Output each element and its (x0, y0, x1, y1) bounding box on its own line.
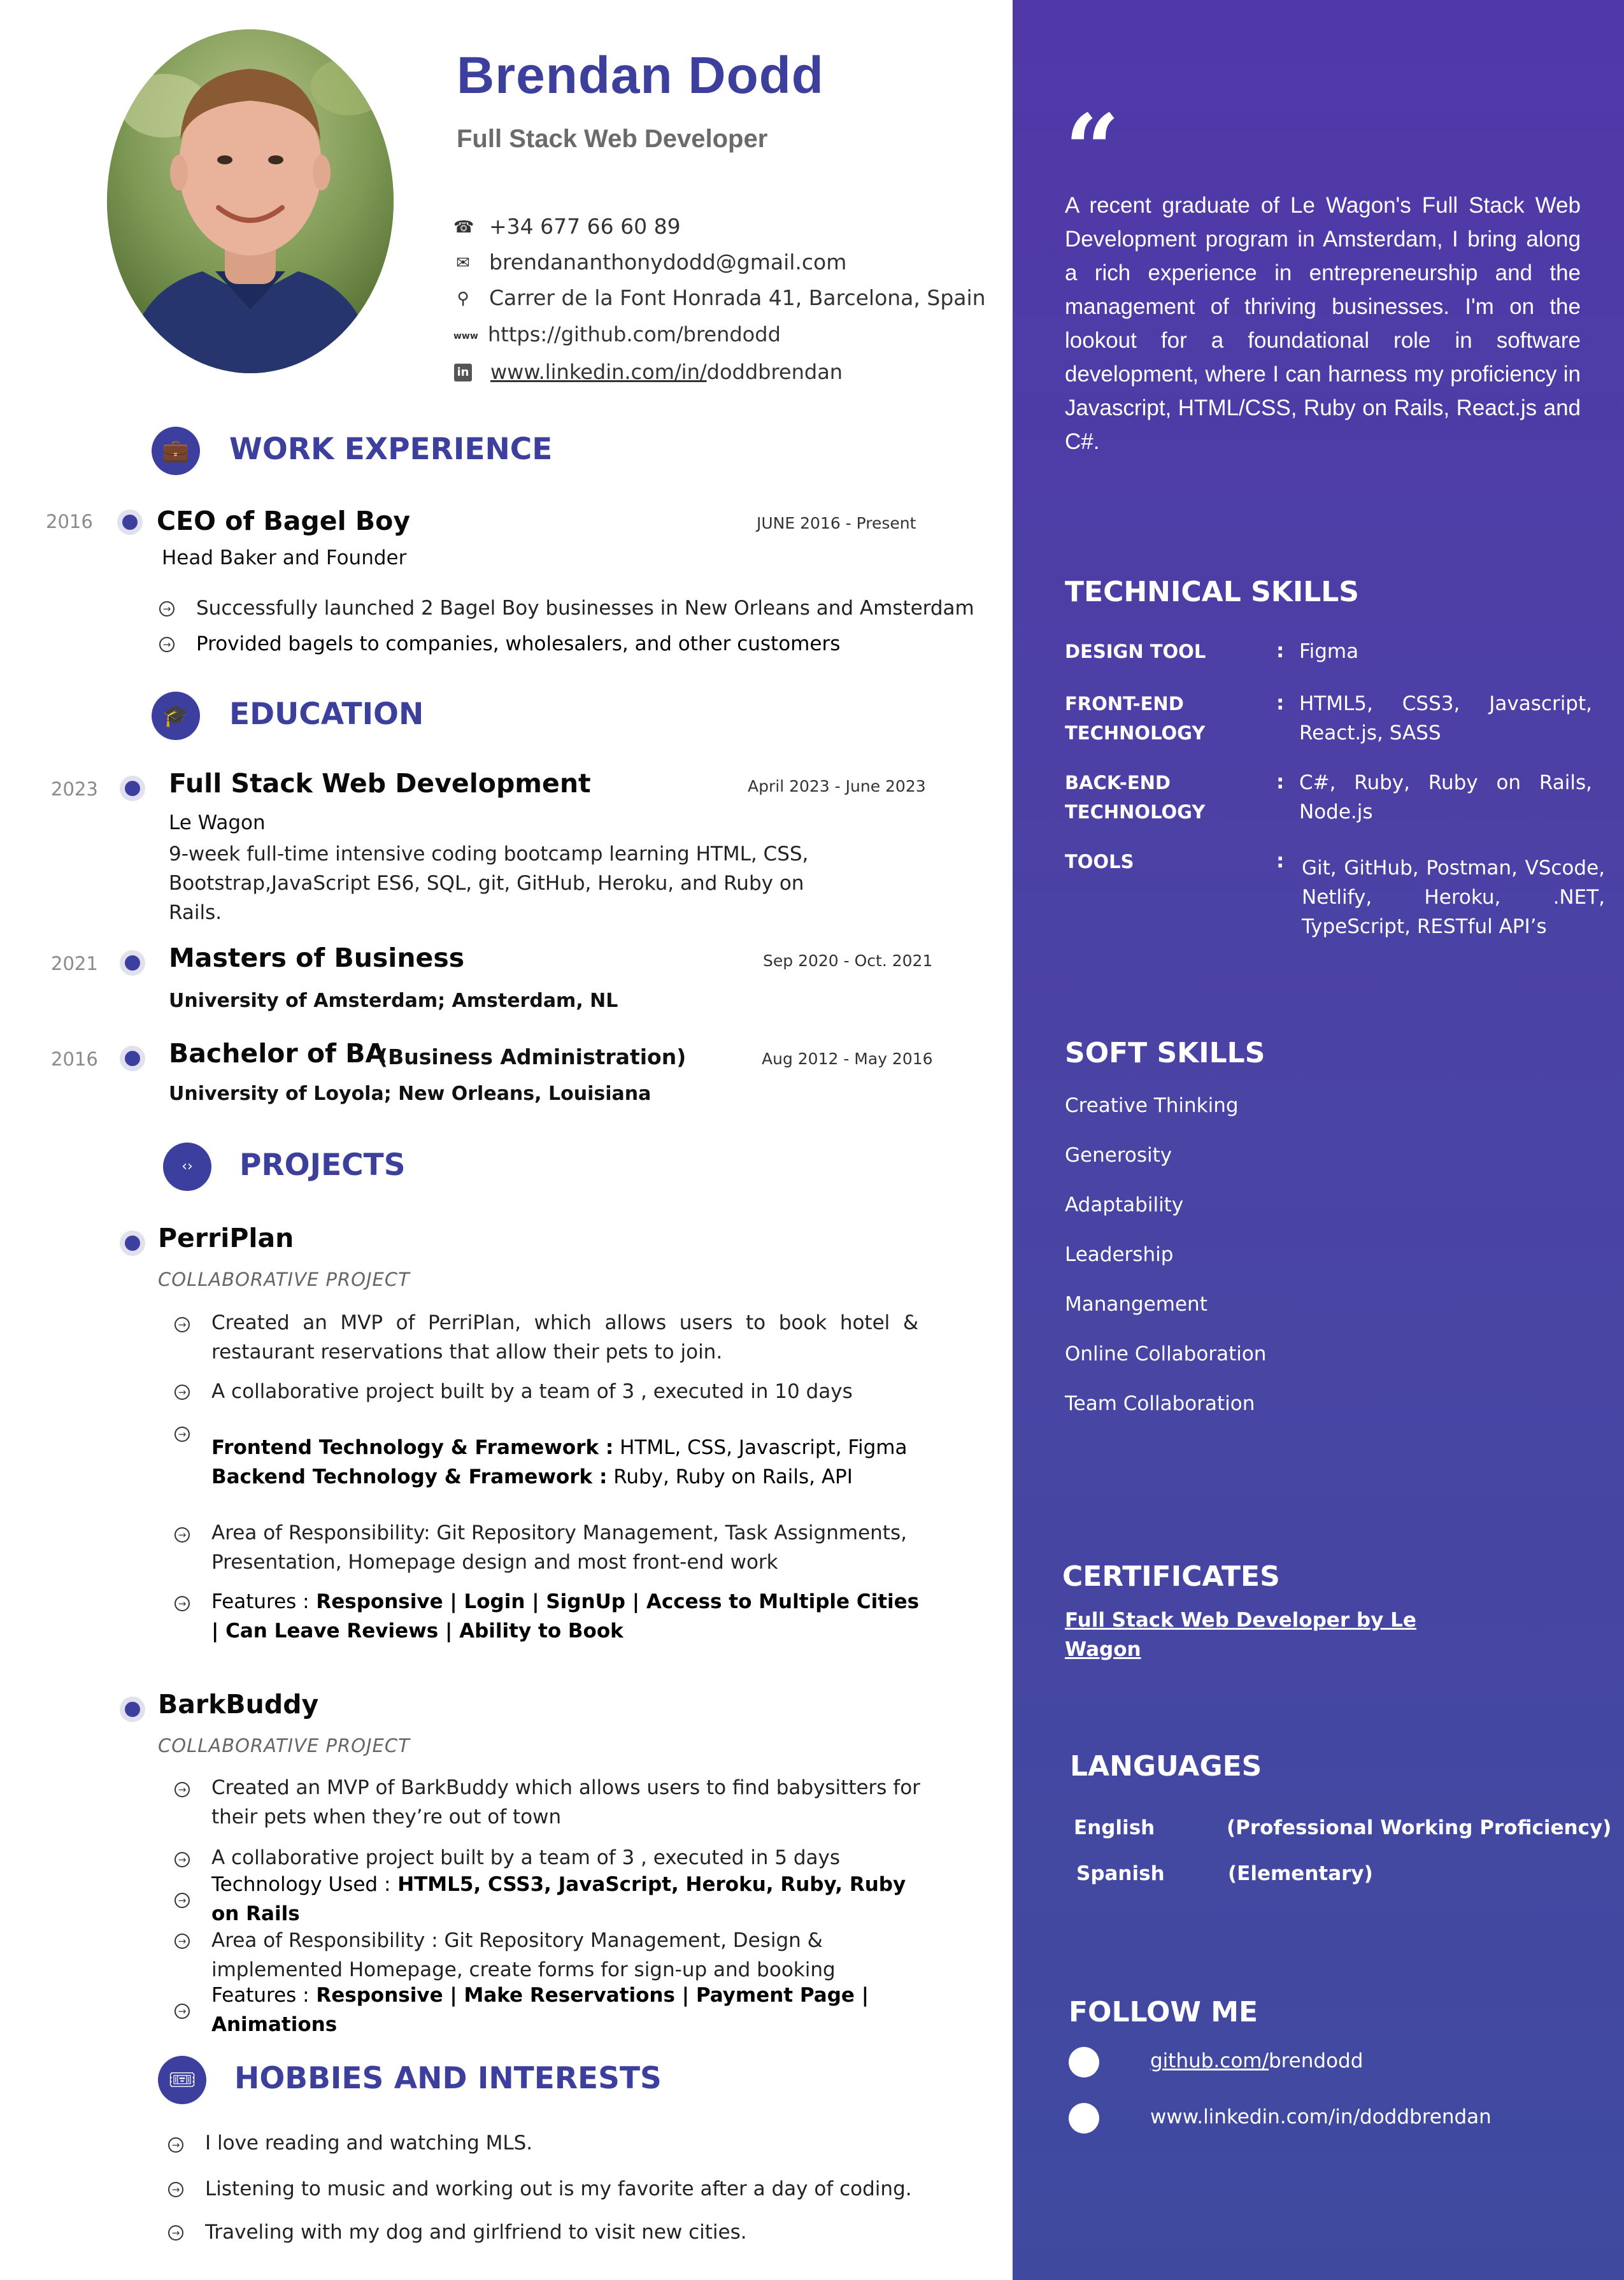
project-features (211, 1981, 931, 2039)
project-name: BarkBuddy (158, 1689, 319, 1720)
arrow-circle-icon: → (168, 2137, 183, 2153)
mail-icon: ✉ (456, 253, 470, 273)
ticket-icon: 🎟 (158, 2056, 206, 2104)
soft-skill-item: Creative Thinking (1065, 1094, 1239, 1117)
edu-school: Le Wagon (169, 811, 266, 834)
edu-year: 2016 (51, 1048, 98, 1070)
work-bullet: Provided bagels to companies, wholesalers, and other customers (196, 632, 841, 655)
features-label: Features : (211, 1984, 310, 2007)
timeline-dot (125, 955, 140, 971)
soft-skill-item: Adaptability (1065, 1193, 1184, 1216)
follow-github[interactable] (1150, 2049, 1363, 2072)
edu-date: April 2023 - June 2023 (748, 777, 926, 795)
tech-colon: : (1276, 639, 1285, 662)
tech-value: HTML5, CSS3, Javascript, React.js, SASS (1299, 692, 1592, 745)
linkedin-base: www.linkedin.com/in/ (490, 360, 707, 384)
edu-title: Full Stack Web Development (169, 768, 591, 799)
contact-email[interactable]: brendananthonydodd@gmail.com (489, 250, 847, 274)
tech-label: FRONT-END TECHNOLOGY (1065, 693, 1206, 744)
soft-skill-item: Online Collaboration (1065, 1343, 1267, 1365)
project-type: COLLABORATIVE PROJECT (158, 1269, 410, 1290)
briefcase-icon: 💼 (152, 427, 200, 475)
follow-github-base: github.com/ (1150, 2049, 1269, 2072)
work-date: JUNE 2016 - Present (757, 514, 916, 532)
project-type: COLLABORATIVE PROJECT (158, 1735, 410, 1756)
tech-label: BACK-END TECHNOLOGY (1065, 772, 1206, 823)
languages-title: LANGUAGES (1070, 1750, 1262, 1783)
language-level: (Professional Working Proficiency) (1227, 1816, 1612, 1839)
tech-used-value: HTML5, CSS3, JavaScript, Heroku, Ruby, Ruby on Rails (211, 1873, 906, 1925)
arrow-circle-icon: → (175, 1385, 190, 1400)
profile-photo (107, 29, 394, 373)
project-frontend-tech (211, 1433, 907, 1462)
quote-icon: “ (1065, 94, 1120, 206)
edu-title-extra: (Business Administration) (378, 1044, 687, 1069)
project-tech-used (211, 1870, 931, 1928)
certificates-title: CERTIFICATES (1062, 1560, 1280, 1593)
project-bullet: Created an MVP of PerriPlan, which allows users to book hotel & restaurant reservations that allow their pets to join. (211, 1311, 918, 1364)
tech-colon: : (1276, 692, 1285, 715)
www-icon[interactable]: www (1069, 2103, 1099, 2134)
education-section-title: EDUCATION (229, 697, 424, 732)
backend-value: Ruby, Ruby on Rails, API (607, 1465, 853, 1488)
contact-github[interactable]: https://github.com/brendodd (488, 322, 781, 346)
work-subtitle: Head Baker and Founder (162, 546, 407, 569)
contact-phone: +34 677 66 60 89 (489, 214, 681, 239)
github-icon[interactable]: ◉ (1069, 2047, 1099, 2077)
timeline-dot (122, 515, 138, 530)
code-file-icon: ‹› (163, 1143, 211, 1191)
work-bullet: Successfully launched 2 Bagel Boy businesses in New Orleans and Amsterdam (196, 597, 974, 620)
soft-skill-item: Leadership (1065, 1243, 1174, 1266)
arrow-circle-icon: → (159, 637, 175, 652)
edu-description: 9-week full-time intensive coding bootcamp learning HTML, CSS, Bootstrap,JavaScript ES6, SQL, git, GitHub, Heroku, and Ruby on Rails. (169, 843, 809, 924)
frontend-label: Frontend Technology & Framework : (211, 1436, 614, 1459)
timeline-dot (125, 1051, 140, 1066)
project-bullet: Area of Responsibility : Git Repository Management, Design & implemented Homepage, create forms for sign-up and booking (211, 1929, 836, 1981)
follow-linkedin[interactable]: www.linkedin.com/in/doddbrendan (1150, 2105, 1492, 2128)
edu-year: 2023 (51, 778, 98, 800)
arrow-circle-icon: → (175, 1596, 190, 1611)
graduation-cap-icon: 🎓 (152, 692, 200, 740)
tech-colon: : (1276, 850, 1285, 873)
features-value: Responsive | Make Reservations | Payment Page | Animations (211, 1984, 869, 2036)
arrow-circle-icon: → (175, 2004, 190, 2019)
tech-value: C#, Ruby, Ruby on Rails, Node.js (1299, 771, 1592, 823)
work-year: 2016 (46, 511, 93, 532)
contact-address: Carrer de la Font Honrada 41, Barcelona, Spain (489, 285, 986, 310)
soft-skills-title: SOFT SKILLS (1065, 1037, 1265, 1069)
arrow-circle-icon: → (175, 1934, 190, 1949)
tech-label: DESIGN TOOL (1065, 641, 1206, 662)
soft-skill-item: Manangement (1065, 1293, 1207, 1316)
project-bullet: Area of Responsibility: Git Repository Management, Task Assignments, Presentation, Homepage design and most front-end work (211, 1521, 907, 1574)
web-icon: www (453, 331, 478, 341)
linkedin-icon: in (454, 364, 472, 381)
project-bullet: A collaborative project built by a team of 3 , executed in 10 days (211, 1380, 853, 1403)
project-backend-tech (211, 1462, 853, 1492)
arrow-circle-icon: → (175, 1852, 190, 1867)
arrow-circle-icon: → (175, 1427, 190, 1442)
project-bullet: A collaborative project built by a team of 3 , executed in 5 days (211, 1846, 841, 1869)
edu-date: Aug 2012 - May 2016 (762, 1050, 933, 1068)
about-text: A recent graduate of Le Wagon's Full Stack Web Development program in Amsterdam, I bring along a rich experience in entrepreneurship and the management of thriving businesses. I'm on the lookout for a foundational role in software development, where I can harness my proficiency in Javascript, HTML/CSS, Ruby on Rails, React.js and C#. (1065, 193, 1581, 454)
language-name: Spanish (1076, 1862, 1165, 1885)
arrow-circle-icon: → (175, 1782, 190, 1797)
edu-year: 2021 (51, 953, 98, 974)
language-level: (Elementary) (1228, 1862, 1373, 1885)
edu-title: Masters of Business (169, 943, 465, 973)
candidate-title: Full Stack Web Developer (457, 125, 768, 153)
edu-school: University of Amsterdam; Amsterdam, NL (169, 990, 618, 1012)
project-name: PerriPlan (158, 1223, 294, 1253)
soft-skill-item: Team Collaboration (1065, 1392, 1255, 1415)
arrow-circle-icon: → (175, 1317, 190, 1332)
hobby-item: Traveling with my dog and girlfriend to visit new cities. (205, 2221, 747, 2244)
linkedin-handle: doddbrendan (706, 360, 843, 384)
soft-skill-item: Generosity (1065, 1144, 1172, 1167)
tech-used-label: Technology Used : (211, 1873, 391, 1896)
sidebar (1013, 0, 1624, 2280)
tech-skills-title: TECHNICAL SKILLS (1065, 576, 1359, 608)
follow-title: FOLLOW ME (1069, 1996, 1258, 2028)
arrow-circle-icon: → (175, 1893, 190, 1908)
edu-school: University of Loyola; New Orleans, Louisiana (169, 1083, 652, 1105)
certificate-link-cont[interactable]: Wagon (1065, 1638, 1141, 1661)
projects-section-title: PROJECTS (239, 1148, 406, 1183)
certificate-link[interactable]: Full Stack Web Developer by Le (1065, 1609, 1416, 1632)
arrow-circle-icon: → (168, 2225, 183, 2241)
contact-linkedin[interactable] (490, 360, 843, 384)
tech-label: TOOLS (1065, 851, 1134, 873)
frontend-value: HTML, CSS, Javascript, Figma (613, 1436, 908, 1459)
project-bullet: Created an MVP of BarkBuddy which allows users to find babysitters for their pets when they’re out of town (211, 1776, 920, 1828)
tech-value: Git, GitHub, Postman, VScode, Netlify, Heroku, .NET, TypeScript, RESTful API’s (1302, 857, 1605, 938)
project-features (211, 1587, 931, 1646)
edu-date: Sep 2020 - Oct. 2021 (763, 951, 933, 970)
language-name: English (1074, 1816, 1155, 1839)
tech-colon: : (1276, 771, 1285, 794)
follow-github-handle: brendodd (1268, 2049, 1364, 2072)
arrow-circle-icon: → (175, 1527, 190, 1543)
phone-icon: ☎ (453, 218, 474, 237)
features-label: Features : (211, 1590, 310, 1613)
candidate-name: Brendan Dodd (457, 46, 824, 104)
tech-value: Figma (1299, 640, 1359, 663)
work-role: CEO of Bagel Boy (157, 506, 411, 536)
hobby-item: I love reading and watching MLS. (205, 2132, 533, 2155)
hobbies-section-title: HOBBIES AND INTERESTS (234, 2061, 662, 2096)
timeline-dot (125, 781, 140, 796)
backend-label: Backend Technology & Framework : (211, 1465, 608, 1488)
timeline-dot (125, 1702, 140, 1717)
hobby-item: Listening to music and working out is my favorite after a day of coding. (205, 2177, 912, 2200)
location-icon: ⚲ (457, 289, 469, 308)
work-section-title: WORK EXPERIENCE (229, 432, 553, 467)
features-value: Responsive | Login | SignUp | Access to Multiple Cities | Can Leave Reviews | Ability to Book (211, 1590, 920, 1642)
edu-title: Bachelor of BA (169, 1038, 386, 1069)
timeline-dot (125, 1236, 140, 1251)
arrow-circle-icon: → (168, 2182, 183, 2197)
portrait-illustration (107, 29, 394, 373)
arrow-circle-icon: → (159, 601, 175, 616)
